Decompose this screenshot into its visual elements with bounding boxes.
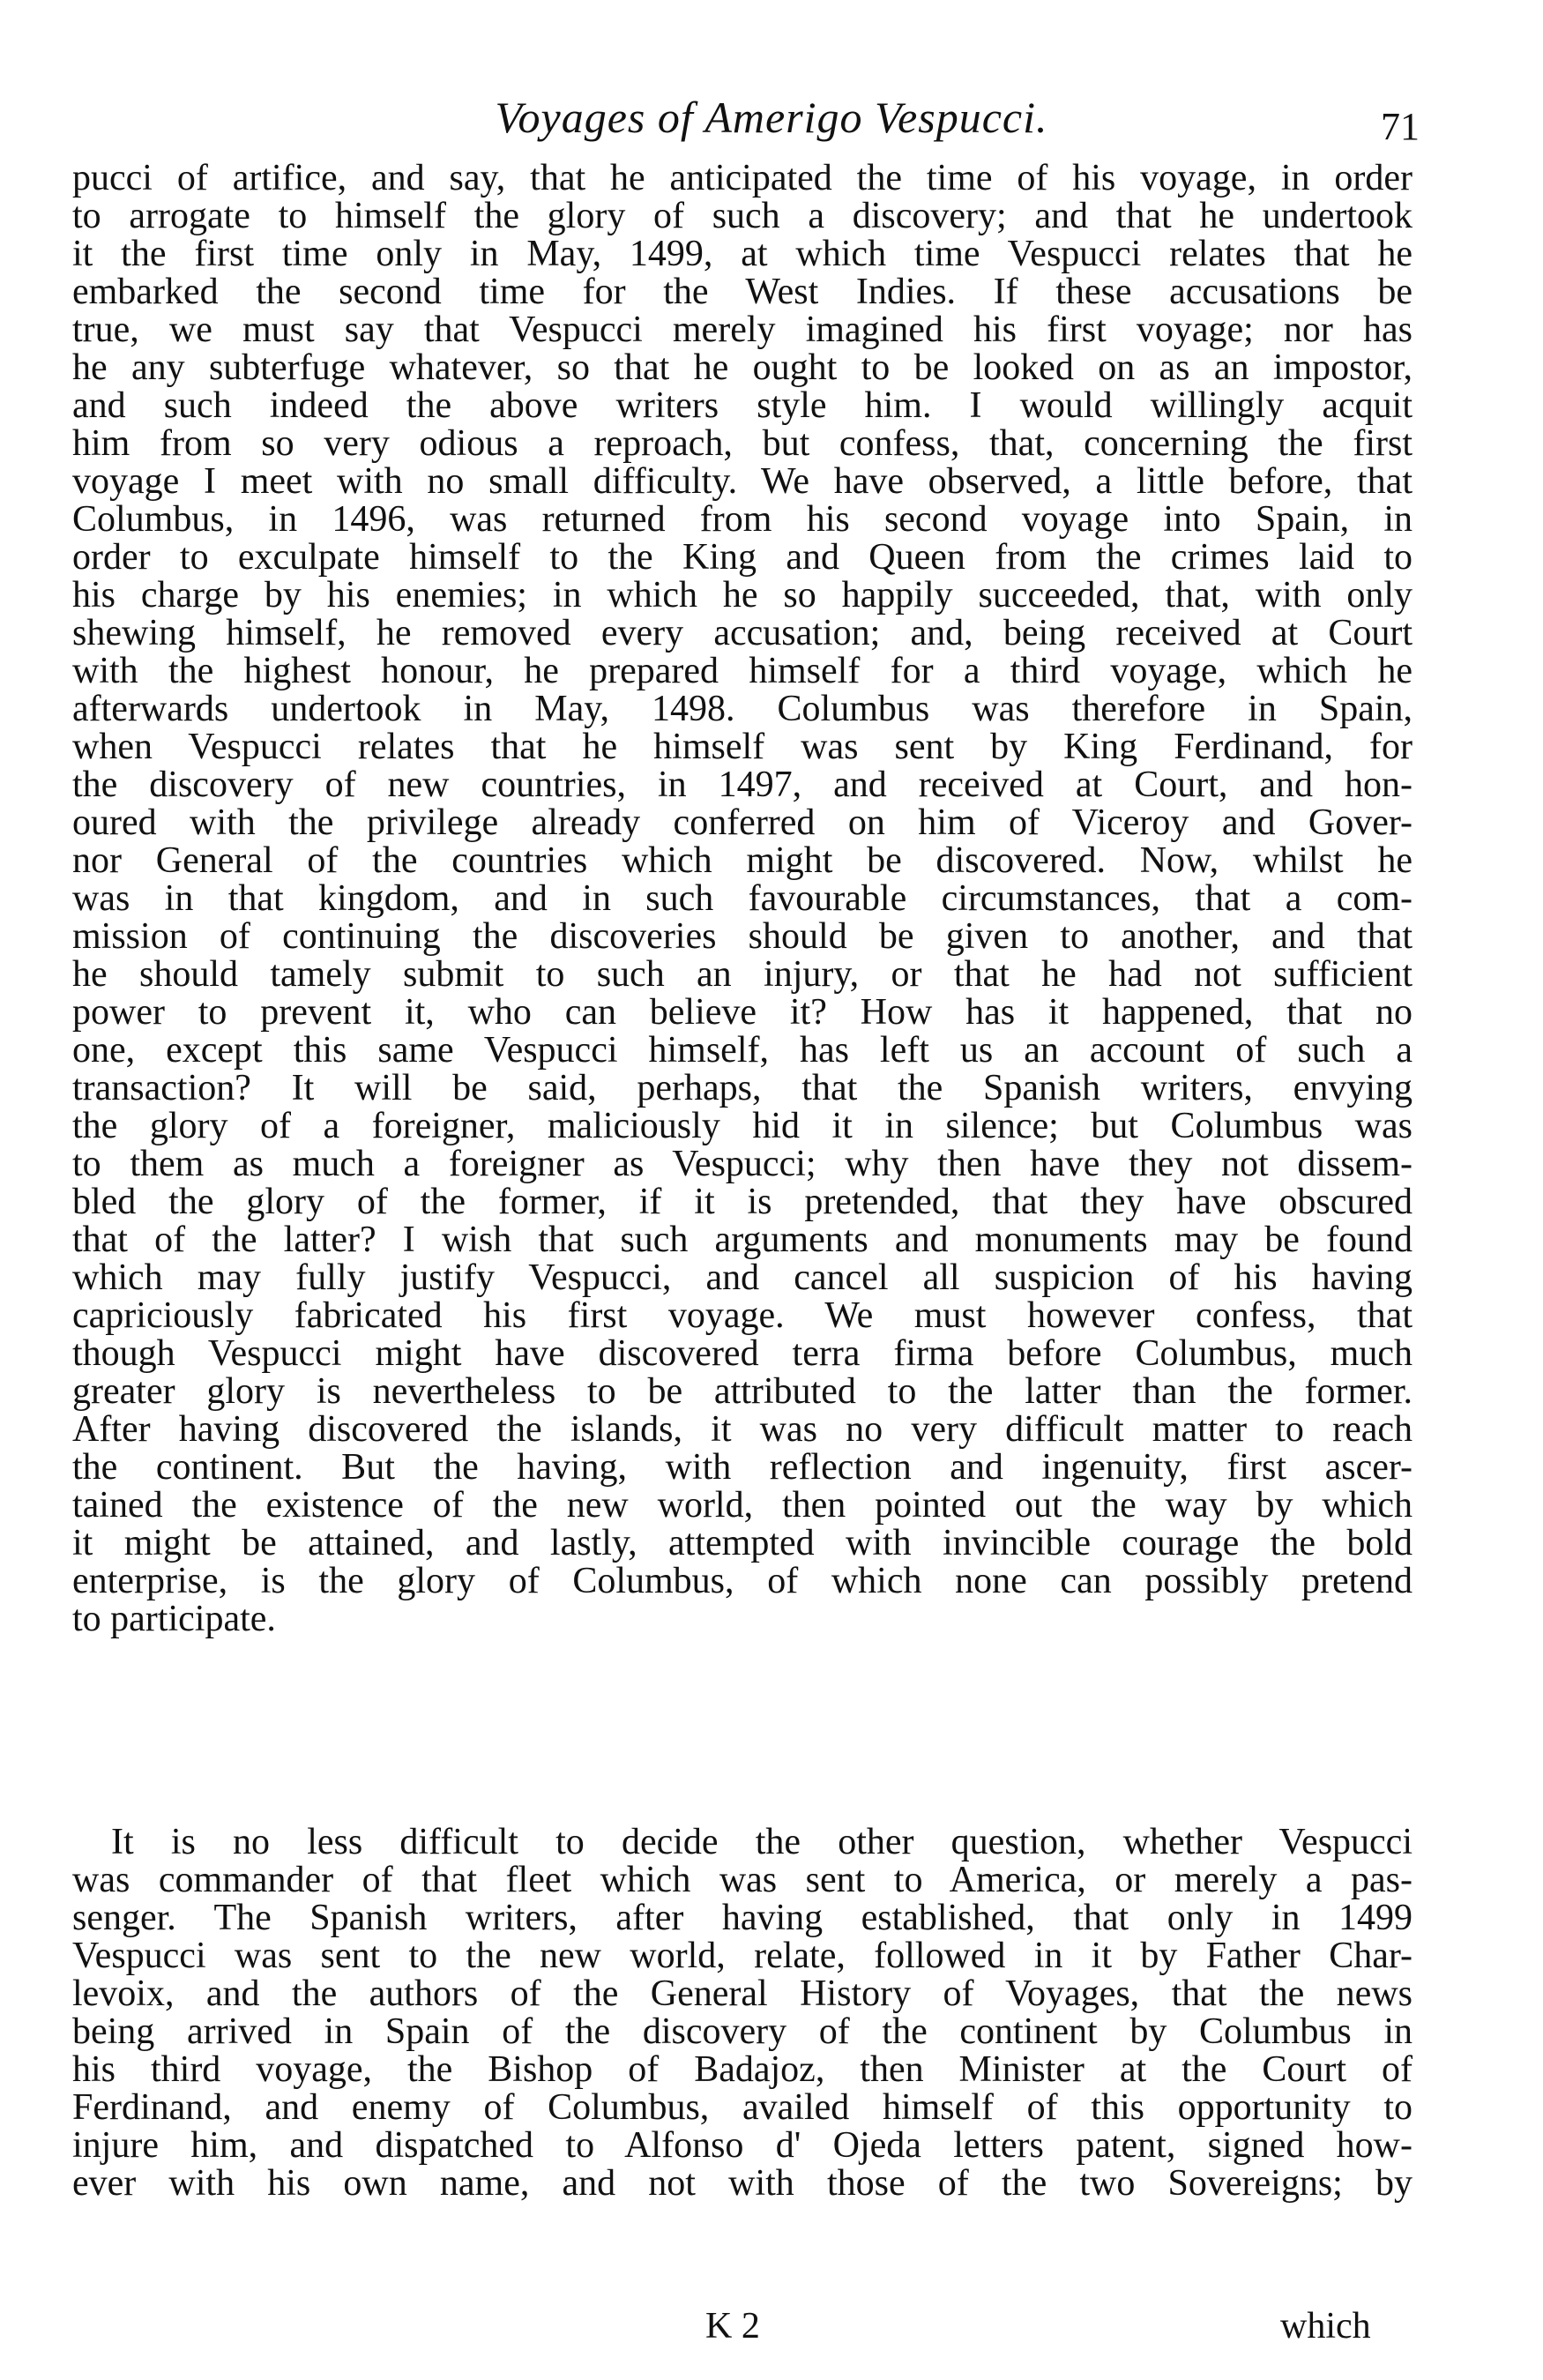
text-line: senger. The Spanish writers, after having established, that only in 1499	[72, 1898, 1413, 1938]
text-line: capriciously fabricated his first voyage. We must however confess, that	[72, 1295, 1413, 1336]
text-line: afterwards undertook in May, 1498. Columbus was therefore in Spain,	[72, 689, 1413, 729]
running-title: Voyages of Amerigo Vespucci.	[495, 93, 1048, 142]
text-line: with the highest honour, he prepared himself for a third voyage, which he	[72, 651, 1413, 691]
page-footer	[0, 2305, 1543, 2349]
text-line: oured with the privilege already conferred on him of Viceroy and Gover-	[72, 802, 1413, 843]
text-line: the continent. But the having, with reflection and ingenuity, first ascer-	[72, 1447, 1413, 1488]
text-line: injure him, and dispatched to Alfonso d' Ojeda letters patent, signed how-	[72, 2125, 1413, 2166]
text-line: order to exculpate himself to the King and Queen from the crimes laid to	[72, 537, 1413, 578]
text-line: him from so very odious a reproach, but confess, that, concerning the first	[72, 423, 1413, 464]
text-line: to participate.	[72, 1599, 276, 1639]
text-line: Vespucci was sent to the new world, relate, followed in it by Father Char-	[72, 1936, 1413, 1976]
paragraph-1	[72, 160, 1413, 1638]
text-line: he should tamely submit to such an injury, or that he had not sufficient	[72, 954, 1413, 995]
text-line: that of the latter? I wish that such arguments and monuments may be found	[72, 1220, 1413, 1260]
text-line: After having discovered the islands, it was no very difficult matter to reach	[72, 1409, 1413, 1450]
text-line: was in that kingdom, and in such favourable circumstances, that a com-	[72, 878, 1413, 919]
text-line: the discovery of new countries, in 1497, and received at Court, and hon-	[72, 765, 1413, 805]
text-line: being arrived in Spain of the discovery of the continent by Columbus in	[72, 2011, 1413, 2052]
text-line: when Vespucci relates that he himself was sent by King Ferdinand, for	[72, 727, 1413, 767]
text-line: bled the glory of the former, if it is pretended, that they have obscured	[72, 1182, 1413, 1222]
text-line: power to prevent it, who can believe it? How has it happened, that no	[72, 992, 1413, 1033]
signature-mark: K 2	[705, 2306, 760, 2346]
text-line: ever with his own name, and not with those of the two Sovereigns; by	[72, 2163, 1413, 2204]
text-line: it the first time only in May, 1499, at which time Vespucci relates that he	[72, 234, 1413, 274]
text-line: levoix, and the authors of the General History of Voyages, that the news	[72, 1973, 1413, 2014]
page-number: 71	[1381, 105, 1420, 148]
text-line: transaction? It will be said, perhaps, that the Spanish writers, envying	[72, 1068, 1413, 1108]
text-line: his third voyage, the Bishop of Badajoz, then Minister at the Court of	[72, 2049, 1413, 2090]
text-line: mission of continuing the discoveries should be given to another, and that	[72, 916, 1413, 957]
text-line: pucci of artifice, and say, that he anticipated the time of his voyage, in order	[72, 158, 1413, 198]
text-line: to arrogate to himself the glory of such a discovery; and that he undertook	[72, 196, 1413, 236]
text-line: and such indeed the above writers style him. I would willingly acquit	[72, 385, 1413, 426]
text-line: which may fully justify Vespucci, and cancel all suspicion of his having	[72, 1257, 1413, 1298]
text-line: it might be attained, and lastly, attempted with invincible courage the bold	[72, 1523, 1413, 1563]
text-line: Columbus, in 1496, was returned from his second voyage into Spain, in	[72, 499, 1413, 540]
paragraph-2	[72, 1824, 1413, 2203]
text-line: the glory of a foreigner, maliciously hid it in silence; but Columbus was	[72, 1106, 1413, 1146]
text-line: Ferdinand, and enemy of Columbus, availed himself of this opportunity to	[72, 2087, 1413, 2128]
text-line: It is no less difficult to decide the other question, whether Vespucci	[111, 1822, 1413, 1862]
text-line: nor General of the countries which might be discovered. Now, whilst he	[72, 840, 1413, 881]
text-line: shewing himself, he removed every accusation; and, being received at Court	[72, 613, 1413, 653]
text-line: voyage I meet with no small difficulty. We have observed, a little before, that	[72, 461, 1413, 502]
catchword: which	[1280, 2306, 1371, 2346]
text-line: greater glory is nevertheless to be attributed to the latter than the former.	[72, 1371, 1413, 1412]
text-line: embarked the second time for the West Indies. If these accusations be	[72, 272, 1413, 312]
text-line: to them as much a foreigner as Vespucci; why then have they not dissem-	[72, 1144, 1413, 1184]
text-line: enterprise, is the glory of Columbus, of which none can possibly pretend	[72, 1561, 1413, 1601]
text-line: one, except this same Vespucci himself, has left us an account of such a	[72, 1030, 1413, 1071]
text-line: tained the existence of the new world, then pointed out the way by which	[72, 1485, 1413, 1526]
text-line: his charge by his enemies; in which he so happily succeeded, that, with only	[72, 575, 1413, 616]
text-line: true, we must say that Vespucci merely imagined his first voyage; nor has	[72, 310, 1413, 350]
text-line: he any subterfuge whatever, so that he ought to be looked on as an impostor,	[72, 347, 1413, 388]
text-line: was commander of that fleet which was sent to America, or merely a pas-	[72, 1860, 1413, 1900]
text-line: though Vespucci might have discovered terra firma before Columbus, much	[72, 1333, 1413, 1374]
